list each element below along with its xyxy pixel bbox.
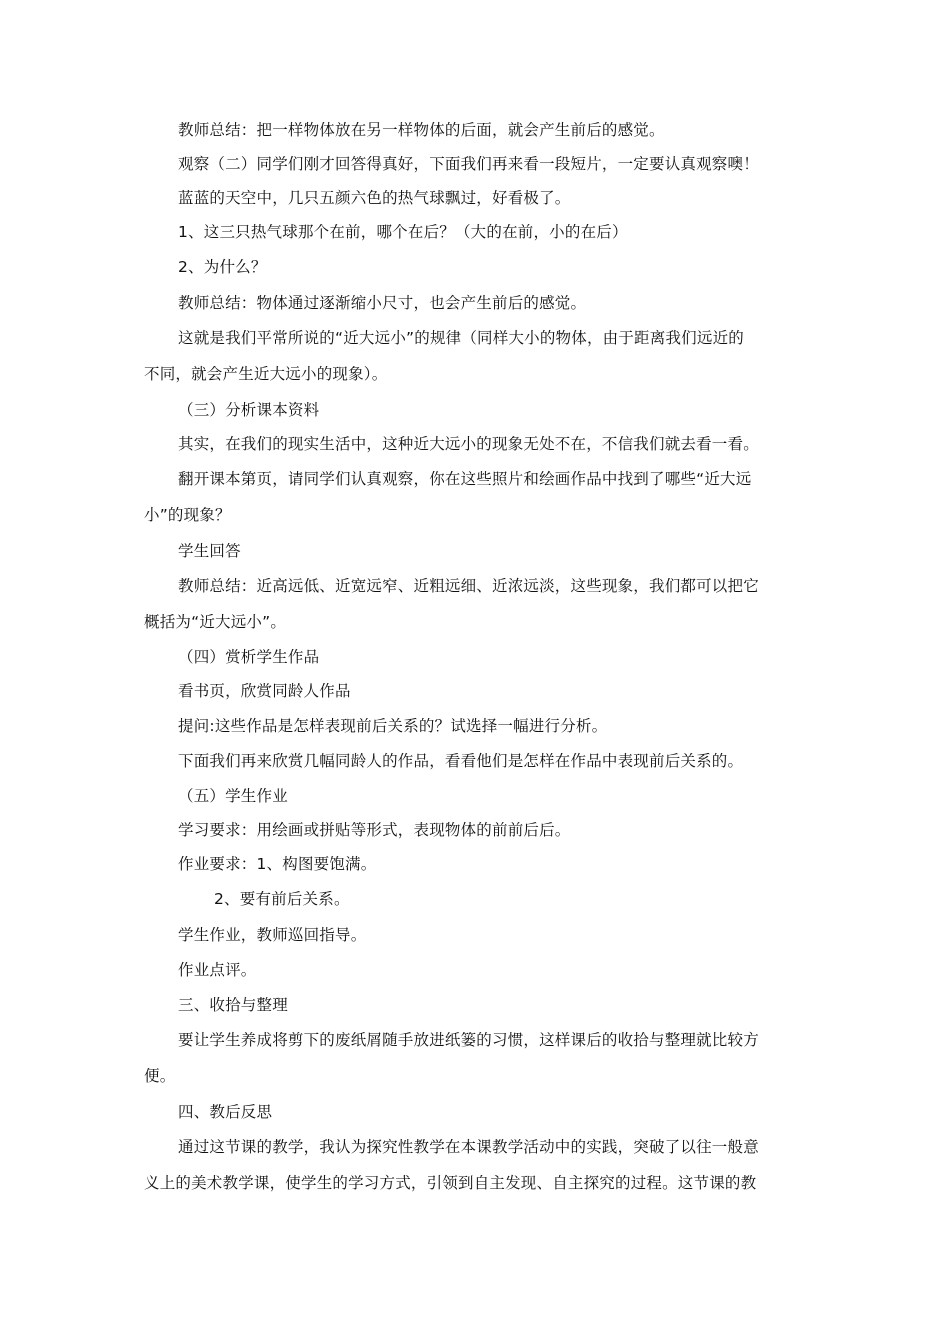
heading-section-4: （四）赏析学生作品 bbox=[178, 648, 320, 666]
question-2: 2、为什么？ bbox=[178, 258, 267, 276]
paragraph-reflection-line-2: 义上的美术教学课，使学生的学习方式，引领到自主发现、自主探究的过程。这节课的教 bbox=[144, 1174, 757, 1192]
question-1: 1、这三只热气球那个在前，哪个在后？（大的在前，小的在后） bbox=[178, 223, 628, 241]
paragraph-rule-line-1: 这就是我们平常所说的“近大远小”的规律（同样大小的物体，由于距离我们远近的 bbox=[178, 329, 744, 347]
paragraph-read-book: 看书页，欣赏同龄人作品 bbox=[178, 682, 351, 700]
paragraph-teacher-summary-3-line-2: 概括为“近大远小”。 bbox=[144, 613, 287, 631]
heading-part-3: 三、收拾与整理 bbox=[178, 996, 288, 1014]
paragraph-student-homework: 学生作业，教师巡回指导。 bbox=[178, 926, 367, 944]
paragraph-question: 提问:这些作品是怎样表现前后关系的？试选择一幅进行分析。 bbox=[178, 717, 608, 735]
paragraph-homework-review: 作业点评。 bbox=[178, 961, 257, 979]
paragraph-teacher-summary-3-line-1: 教师总结：近高远低、近宽远窄、近粗远细、近浓远淡，这些现象，我们都可以把它 bbox=[178, 577, 759, 595]
paragraph-reality: 其实，在我们的现实生活中，这种近大远小的现象无处不在，不信我们就去看一看。 bbox=[178, 435, 759, 453]
paragraph-homework-requirement-2: 2、要有前后关系。 bbox=[214, 890, 350, 908]
paragraph-teacher-summary-1: 教师总结：把一样物体放在另一样物体的后面，就会产生前后的感觉。 bbox=[178, 121, 665, 139]
paragraph-tidy-line-1: 要让学生养成将剪下的废纸屑随手放进纸篓的习惯，这样课后的收拾与整理就比较方 bbox=[178, 1031, 759, 1049]
heading-section-5: （五）学生作业 bbox=[178, 787, 288, 805]
paragraph-reflection-line-1: 通过这节课的教学，我认为探究性教学在本课教学活动中的实践，突破了以往一般意 bbox=[178, 1138, 759, 1156]
paragraph-textbook-line-2: 小”的现象？ bbox=[144, 506, 231, 524]
paragraph-textbook-line-1: 翻开课本第页，请同学们认真观察，你在这些照片和绘画作品中找到了哪些“近大远 bbox=[178, 470, 752, 488]
paragraph-learning-requirement: 学习要求：用绘画或拼贴等形式，表现物体的前前后后。 bbox=[178, 821, 571, 839]
heading-part-4: 四、教后反思 bbox=[178, 1103, 273, 1121]
paragraph-appreciate: 下面我们再来欣赏几幅同龄人的作品，看看他们是怎样在作品中表现前后关系的。 bbox=[178, 752, 744, 770]
heading-section-3: （三）分析课本资料 bbox=[178, 401, 320, 419]
paragraph-homework-requirement-1: 作业要求：1、构图要饱满。 bbox=[178, 855, 377, 873]
paragraph-tidy-line-2: 便。 bbox=[144, 1067, 176, 1085]
paragraph-teacher-summary-2: 教师总结：物体通过逐渐缩小尺寸，也会产生前后的感觉。 bbox=[178, 294, 587, 312]
paragraph-student-answer: 学生回答 bbox=[178, 542, 241, 560]
paragraph-balloons: 蓝蓝的天空中，几只五颜六色的热气球飘过，好看极了。 bbox=[178, 189, 571, 207]
paragraph-rule-line-2: 不同，就会产生近大远小的现象）。 bbox=[144, 365, 388, 383]
paragraph-observe-2: 观察（二）同学们刚才回答得真好，下面我们再来看一段短片，一定要认真观察噢！ bbox=[178, 155, 759, 173]
